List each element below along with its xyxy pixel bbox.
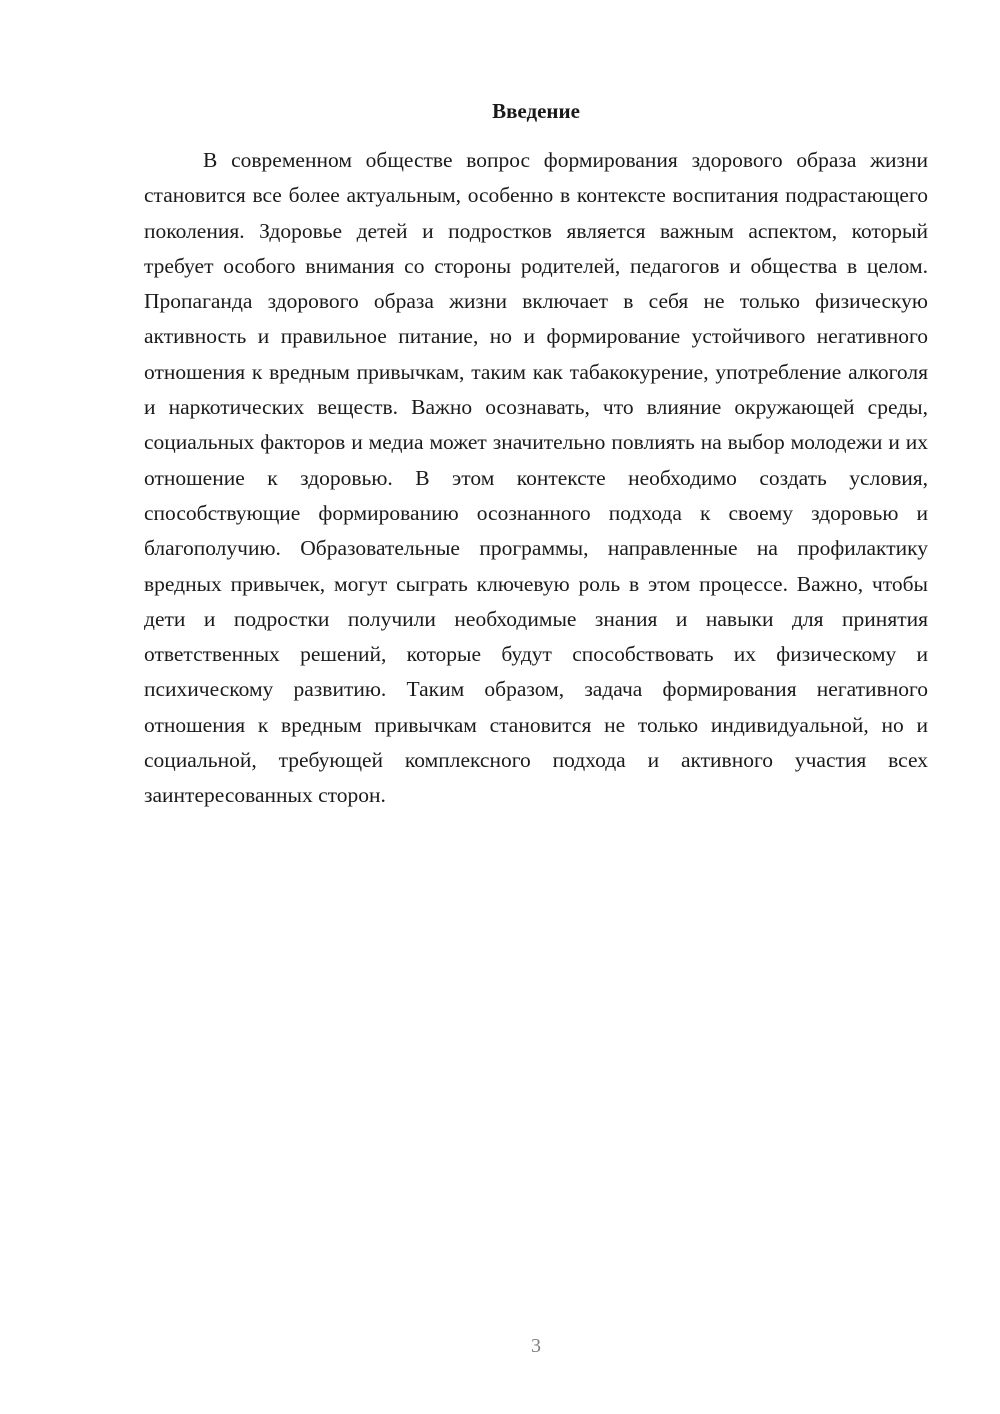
section-title: Введение bbox=[492, 99, 580, 123]
page-number: 3 bbox=[531, 1335, 541, 1357]
body-paragraph: В современном обществе вопрос формирования здорового образа жизни становится все более актуальным, особенно в контексте воспитания подрастающего поколения. Здоровье детей и подростков является важным аспектом, который требует особого внимания со стороны родителей, педагогов и общества в целом. Пропаганда здорового образа жизни включает в себя не только физическую активность и правильное питание, но и формирование устойчивого негативного отношения к вредным привычкам, таким как табакокурение, употребление алкоголя и наркотических веществ. Важно осознавать, что влияние окружающей среды, социальных факторов и медиа может значительно повлиять на выбор молодежи и их отношение к здоровью. В этом контексте необходимо создать условия, способствующие формированию осознанного подхода к своему здоровью и благополучию. Образовательные программы, направленные на профилактику вредных привычек, могут сыграть ключевую роль в этом процессе. Важно, чтобы дети и подростки получили необходимые знания и навыки для принятия ответственных решений, которые будут способствовать их физическому и психическому развитию. Таким образом, задача формирования негативного отношения к вредным привычкам становится не только индивидуальной, но и социальной, требующей комплексного подхода и активного участия всех заинтересованных сторон. bbox=[144, 148, 928, 808]
